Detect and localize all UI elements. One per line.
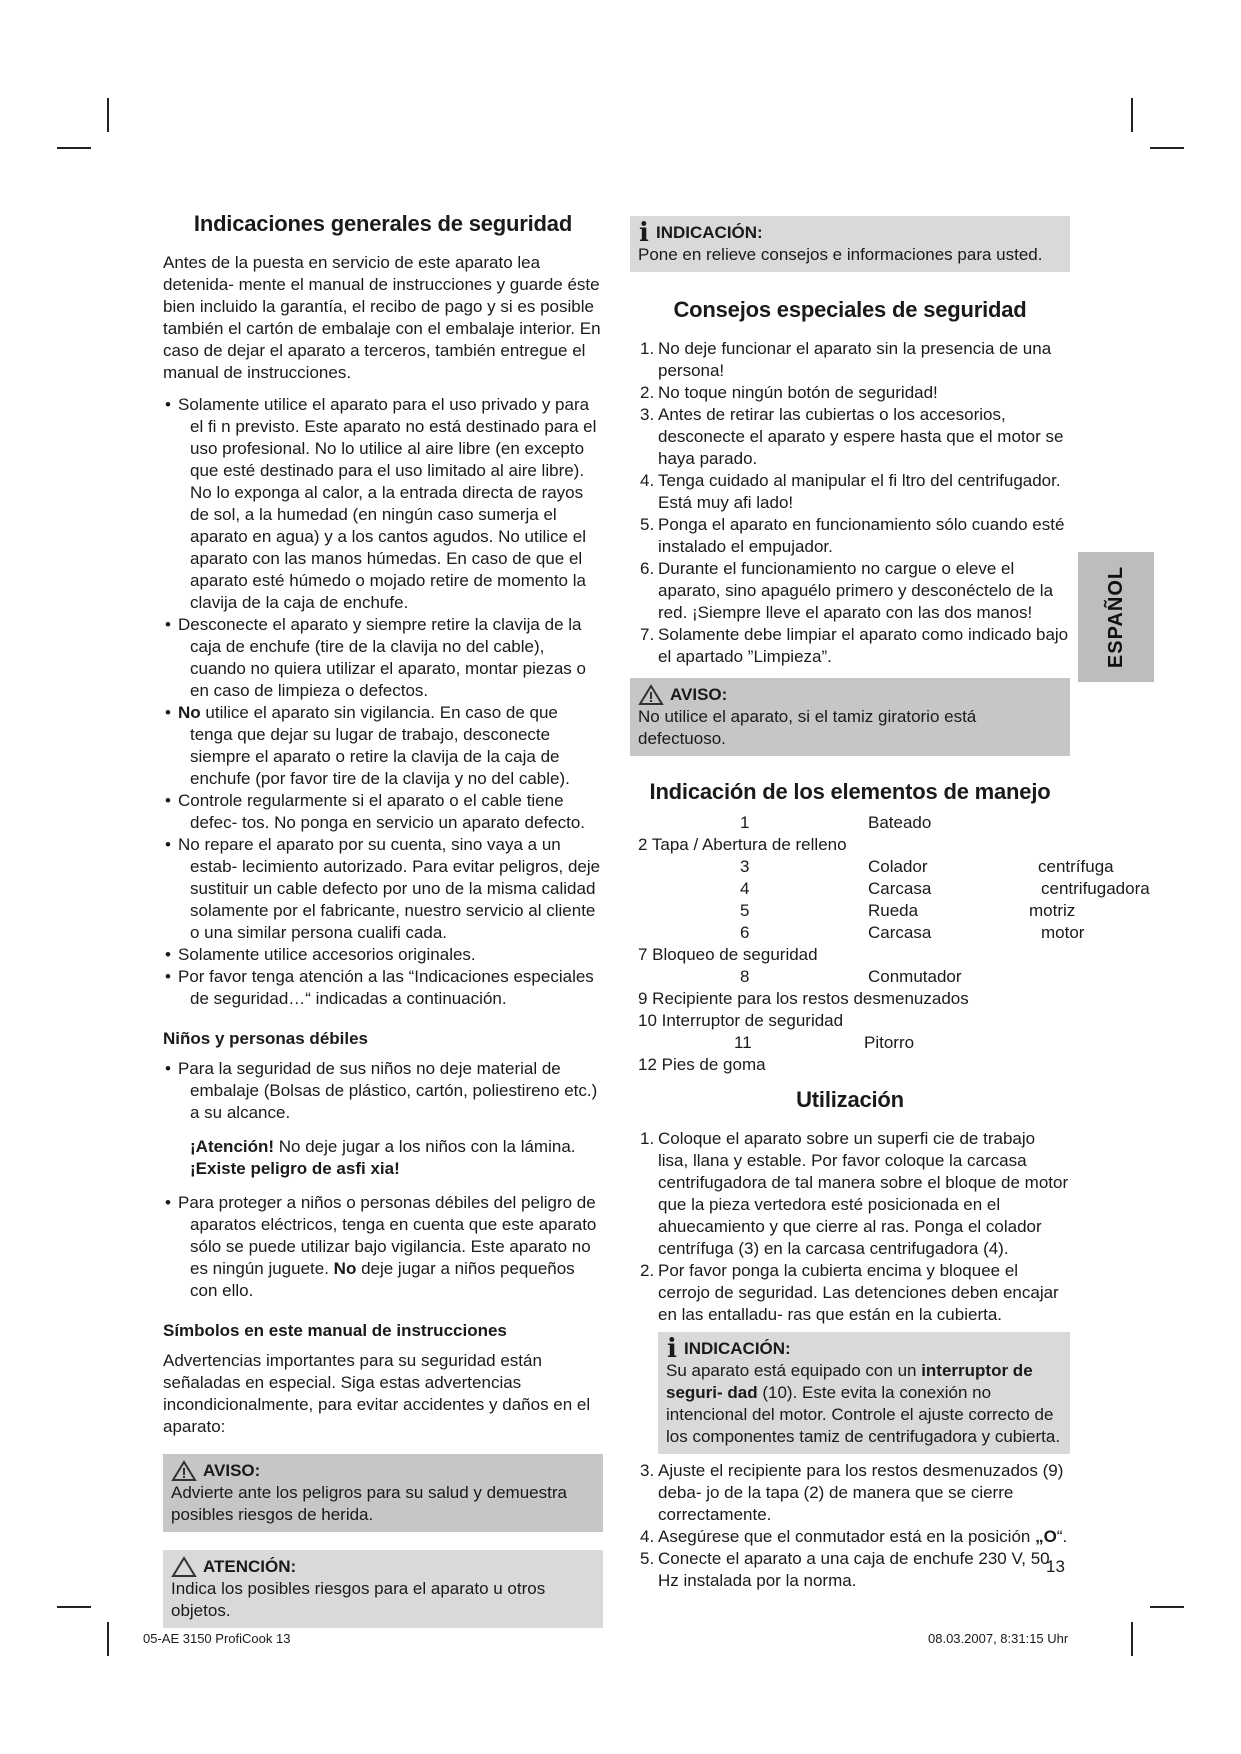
- aviso-box: [163, 1454, 603, 1532]
- aviso-defect-title: AVISO:: [670, 685, 728, 704]
- list-item: • Por favor tenga atención a las “Indicaciones especiales de seguridad…“ indicadas a continuación.: [163, 966, 603, 1010]
- elements-title: Indicación de los elementos de manejo: [649, 779, 1051, 804]
- list-item: 7. Solamente debe limpiar el aparato como indicado bajo el apartado ”Limpieza”.: [640, 625, 1069, 666]
- language-tab: ESPAÑOL: [1078, 552, 1154, 682]
- list-item: • Desconecte el aparato y siempre retire la clavija de la caja de enchufe (tire de la clavija no del cable), cuando no quiera utilizar el aparato, montar piezas o en caso de limpieza o defectos.: [163, 614, 603, 702]
- usage-title: Utilización: [796, 1087, 904, 1112]
- element-row: 10 Interruptor de seguridad: [638, 1011, 844, 1030]
- info-icon: i: [639, 218, 649, 248]
- atencion-title: ATENCIÓN:: [203, 1557, 297, 1576]
- crop-mark: [1150, 147, 1184, 149]
- crop-mark: [1131, 98, 1133, 132]
- atencion-box: [163, 1550, 603, 1628]
- list-item: 4. Asegúrese que el conmutador está en la posición „O“.: [640, 1527, 1068, 1546]
- usage-note-box: [658, 1332, 1070, 1454]
- special-safety-list: [630, 338, 1070, 668]
- list-item: • Controle regularmente si el aparato o el cable tiene defec- tos. No ponga en servicio un aparato defecto.: [163, 790, 603, 834]
- list-item: 6. Durante el funcionamiento no cargue o eleve el aparato, sino apaguélo primero y desconéctelo de la red. ¡Siempre lleve el aparato con las dos manos!: [640, 559, 1054, 622]
- usage-list: [630, 1128, 1070, 1326]
- list-item: • Para proteger a niños o personas débiles del peligro de aparatos eléctricos, tenga en cuenta que este aparato sólo se puede utilizar bajo vigilancia. Este aparato no es ningún juguete. No deje jugar a niños pequeños con ello.: [163, 1192, 603, 1302]
- warning-triangle-icon: [171, 1460, 197, 1482]
- intro-paragraph: Antes de la puesta en servicio de este aparato lea detenida- mente el manual de instrucciones y guarde éste bien incluido la garantía, el recibo de pago y si es posible también el cartón de embalaje con el embalaje interior. En caso de dejar el aparato a terceros, también entregue el manual de instrucciones.: [163, 253, 601, 382]
- attention-note: ¡Atención! No deje jugar a los niños con la lámina. ¡Existe peligro de asfi xia!: [190, 1137, 576, 1178]
- element-row: 12 Pies de goma: [638, 1055, 766, 1074]
- usage-list-2: [630, 1460, 1070, 1592]
- crop-mark: [107, 98, 109, 132]
- indicacion-title: INDICACIÓN:: [656, 223, 763, 242]
- list-item: 2. Por favor ponga la cubierta encima y bloquee el cerrojo de seguridad. Las detenciones deben encajar en las entalladu- ras que están en la cubierta.: [640, 1261, 1059, 1324]
- left-column: [163, 210, 603, 1628]
- list-item: 3. Ajuste el recipiente para los restos desmenuzados (9) deba- jo de la tapa (2) de manera que se cierre correctamente.: [640, 1461, 1064, 1524]
- general-safety-title: Indicaciones generales de seguridad: [193, 211, 573, 236]
- aviso-defect-box: [630, 678, 1070, 756]
- warning-triangle-icon: [638, 684, 664, 706]
- children-bullets: [163, 1058, 603, 1124]
- aviso-defect-text: No utilice el aparato, si el tamiz giratorio está defectuoso.: [638, 707, 977, 748]
- children-bullets-2: [163, 1192, 603, 1302]
- aviso-text: Advierte ante los peligros para su salud y demuestra posibles riesgos de herida.: [171, 1483, 567, 1524]
- indicacion-text: Pone en relieve consejos e informaciones para usted.: [638, 245, 1043, 264]
- list-item: 1. Coloque el aparato sobre un superfi cie de trabajo lisa, llana y estable. Por favor coloque la carcasa centrifugadora de tal manera sobre el bloque de motor que la pieza vertedora esté posicionada en el ahuecamiento y que cierre al ras. Ponga el colador centrífuga (3) en la carcasa centrifugadora (4).: [640, 1129, 1069, 1258]
- footer-right: 08.03.2007, 8:31:15 Uhr: [928, 1631, 1069, 1646]
- list-item: • Solamente utilice accesorios originales.: [163, 944, 603, 966]
- list-item: • Solamente utilice el aparato para el uso privado y para el fi n previsto. Este aparato no está destinado para el uso profesional. No lo utilice al aire libre (en excepto que esté destinado para el uso limitado al aire libre). No lo exponga al calor, a la entrada directa de rayos de sol, a la humedad (en ningún caso sumerja el aparato en agua) y a los cantos agudos. No utilice el aparato con las manos húmedas. En caso de que el aparato esté húmedo o mojado retire de momento la clavija de la caja de enchufe.: [163, 394, 603, 614]
- atencion-text: Indica los posibles riesgos para el aparato u otros objetos.: [171, 1579, 546, 1620]
- crop-mark: [57, 147, 91, 149]
- page-number: 13: [1046, 1557, 1065, 1576]
- list-item: 5. Conecte el aparato a una caja de enchufe 230 V, 50 Hz instalada por la norma.: [640, 1549, 1050, 1590]
- crop-mark: [1131, 1622, 1133, 1656]
- safety-bullets: [163, 394, 603, 1010]
- symbols-text: Advertencias importantes para su seguridad están señaladas en especial. Siga estas advertencias incondicionalmente, para evitar accidentes y daños en el aparato:: [163, 1351, 591, 1436]
- list-item: • No repare el aparato por su cuenta, sino vaya a un estab- lecimiento autorizado. Para evitar peligros, deje sustituir un cable defecto por uno de la misma calidad solamente por el fabricante, nuestro servicio al cliente o una similar persona cualifi cada.: [163, 834, 603, 944]
- special-safety-title: Consejos especiales de seguridad: [673, 297, 1027, 322]
- list-item: 1. No deje funcionar el aparato sin la presencia de una persona!: [640, 339, 1052, 380]
- usage-note-text: Su aparato está equipado con un interruptor de seguri- dad (10). Este evita la conexión no intencional del motor. Controle el ajuste correcto de los componentes tamiz de centrifugadora y cubierta.: [666, 1361, 1061, 1446]
- list-item: 2. No toque ningún botón de seguridad!: [640, 383, 938, 402]
- list-item: 3. Antes de retirar las cubiertas o los accesorios, desconecte el aparato y espere hasta que el motor se haya parado.: [640, 405, 1064, 468]
- crop-mark: [57, 1606, 91, 1608]
- elements-list: 1 Bateado 2 Tapa / Abertura de relleno 3 Colador centrífuga 4 Carcasa centrifugadora 5 Rueda motriz 6 Carcasa motor 7 Bloqueo de seguridad 8 Conmutador 9 Recipiente para los restos desmenuzados 10 Interruptor de seguridad 11 Pitorro 12 Pies de goma: [638, 813, 1150, 1074]
- children-heading: Niños y personas débiles: [163, 1029, 369, 1048]
- element-row: 2 Tapa / Abertura de relleno: [638, 835, 847, 854]
- aviso-title: AVISO:: [203, 1461, 261, 1480]
- indicacion-box: [630, 216, 1070, 272]
- element-row: 9 Recipiente para los restos desmenuzados: [638, 989, 969, 1008]
- info-icon: i: [667, 1334, 677, 1364]
- attention-triangle-icon: [171, 1556, 197, 1578]
- list-item: • No utilice el aparato sin vigilancia. En caso de que tenga que dejar su lugar de trabajo, desconecte siempre el aparato o retire la clavija de la caja de enchufe (por favor tire de la clavija y no del cable).: [163, 702, 603, 790]
- list-item: • Para la seguridad de sus niños no deje material de embalaje (Bolsas de plástico, cartón, poliestireno etc.) a su alcance.: [163, 1058, 603, 1124]
- list-item: 4. Tenga cuidado al manipular el fi ltro del centrifugador. Está muy afi lado!: [640, 471, 1061, 512]
- footer-left: 05-AE 3150 ProfiCook 13: [143, 1631, 291, 1646]
- list-item: 5. Ponga el aparato en funcionamiento sólo cuando esté instalado el empujador.: [640, 515, 1065, 556]
- usage-note-title: INDICACIÓN:: [684, 1339, 791, 1358]
- symbols-heading: Símbolos en este manual de instrucciones: [163, 1321, 507, 1340]
- crop-mark: [1150, 1606, 1184, 1608]
- crop-mark: [107, 1622, 109, 1656]
- element-row: 7 Bloqueo de seguridad: [638, 945, 818, 964]
